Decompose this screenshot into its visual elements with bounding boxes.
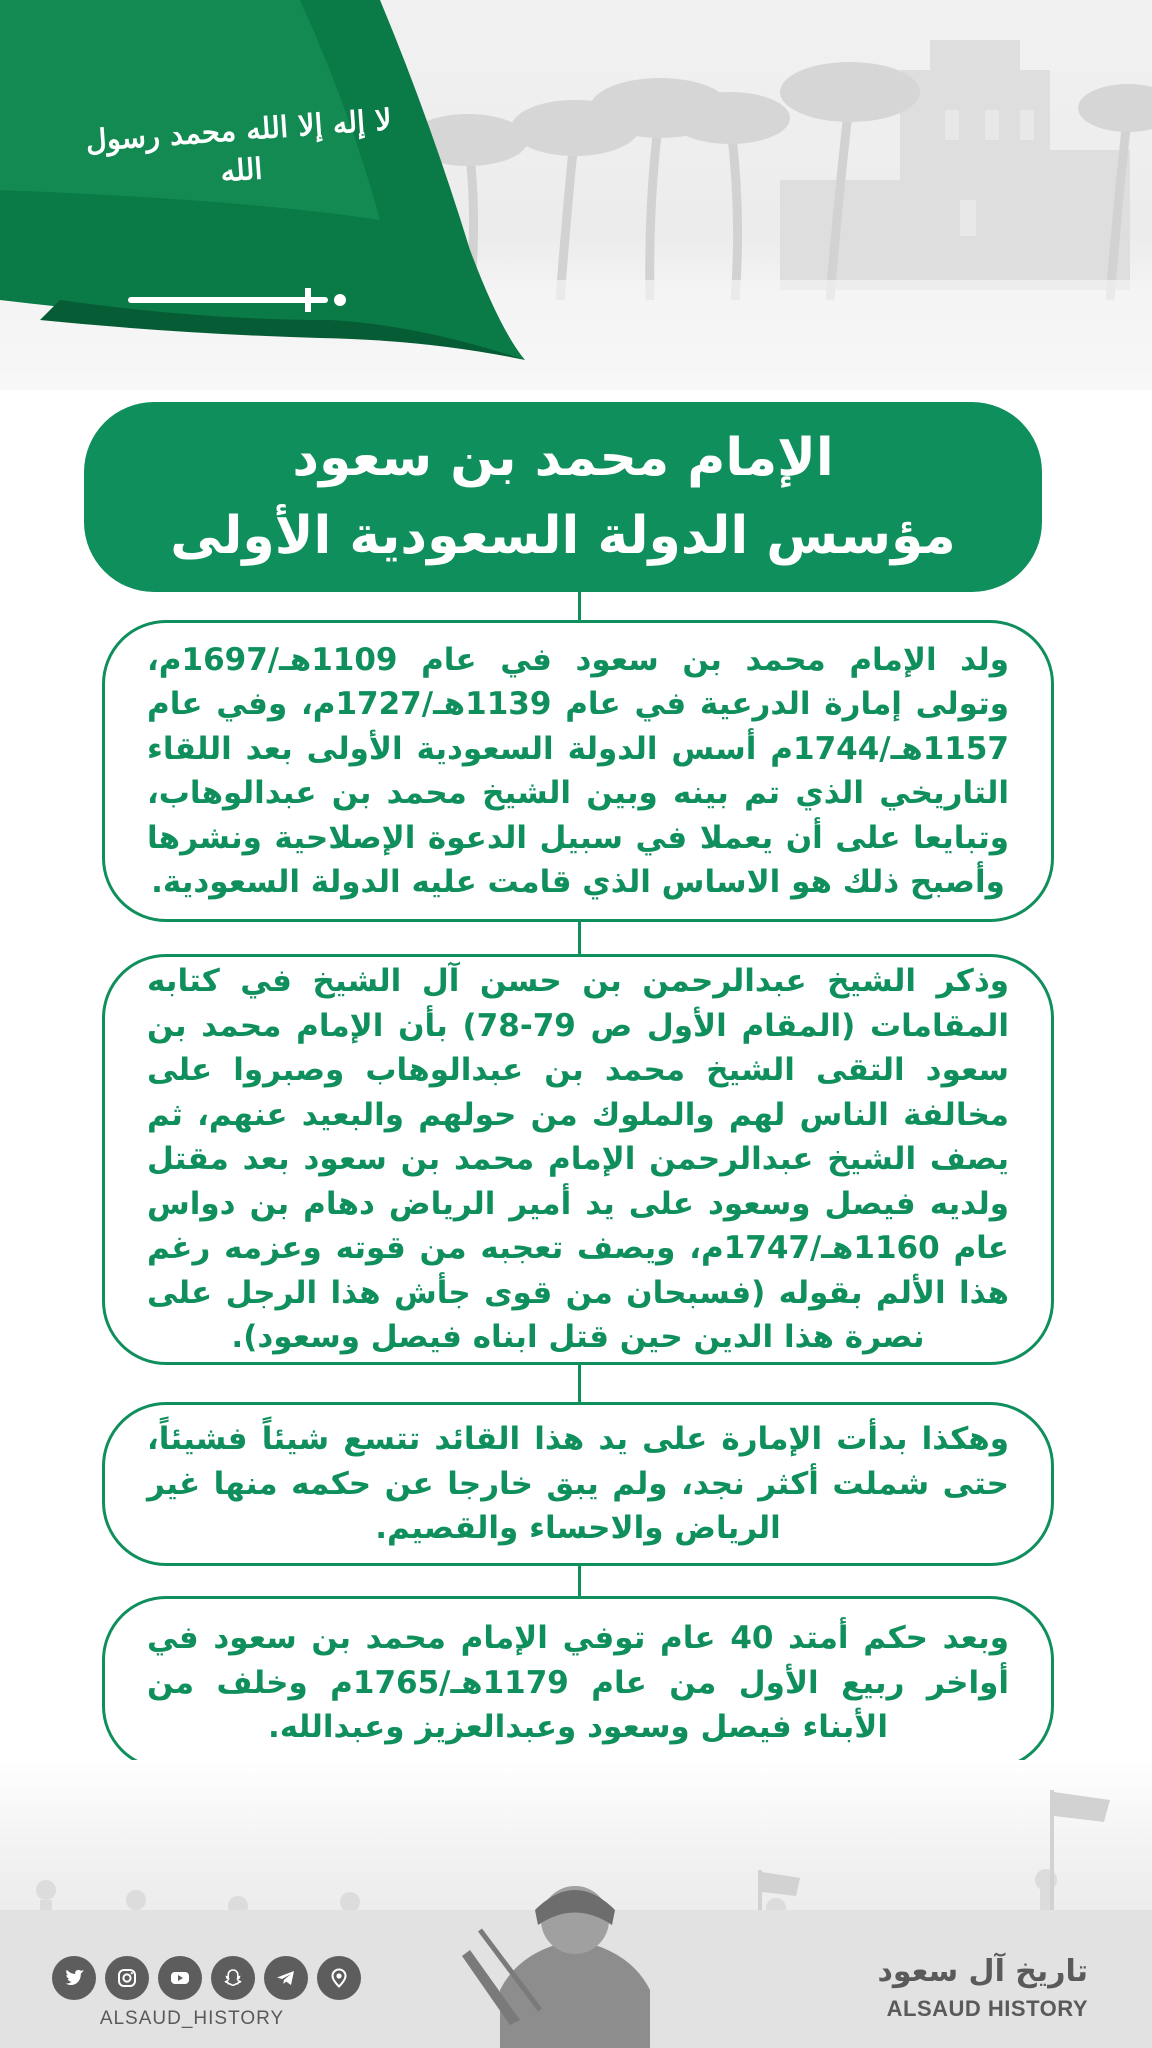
brand-name-arabic: تاريخ آل سعود [877,1954,1088,1989]
telegram-icon[interactable] [264,1956,308,2000]
twitter-icon[interactable] [52,1956,96,2000]
connector-line [578,1566,581,1596]
hero-banner [0,0,1152,390]
info-card-maqamat [102,954,1054,1365]
periscope-icon[interactable] [317,1956,361,2000]
info-card-text: وذكر الشيخ عبدالرحمن بن حسن آل الشيخ في كتابه المقامات (المقام الأول ص 79-78) بأن الإمام محمد بن سعود التقى الشيخ محمد بن عبدالوهاب وصبروا على مخالفة الناس لهم والملوك من حولهم والبعيد عنهم، ثم يصف الشيخ عبدالرحمن الإمام محمد بن سعود بعد مقتل ولديه فيصل وسعود على يد أمير الرياض دهام بن دواس عام 1160هـ/1747م، ويصف تعجبه من قوته وعزمه رغم هذا الألم بقوله (فسبحان من قوى جأش هذا الرجل على نصرة هذا الدين حين قتل ابناه فيصل وسعود). [147,963,1010,1356]
title-banner [84,402,1042,592]
info-card-death [102,1596,1054,1770]
title-line-1: الإمام محمد بن سعود [292,428,834,488]
instagram-icon[interactable] [105,1956,149,2000]
flag-shahada: لا إله إلا الله محمد رسول الله [84,102,393,189]
snapchat-icon[interactable] [211,1956,255,2000]
social-links [52,1956,361,2000]
social-handle[interactable]: ALSAUD_HISTORY [99,2008,285,2029]
title-line-2: مؤسس الدولة السعودية الأولى [170,506,956,566]
info-card-text: وبعد حكم أمتد 40 عام توفي الإمام محمد بن سعود في أواخر ربيع الأول من عام 1179هـ/1765م وخلف من الأبناء فيصل وسعود وعبدالعزيز وعبدالله. [147,1620,1009,1746]
brand-name-english: ALSAUD HISTORY [886,1996,1088,2021]
info-card-expansion [102,1402,1054,1566]
info-card-text: وهكذا بدأت الإمارة على يد هذا القائد تتسع شيئاً فشيئاً، حتى شملت أكثر نجد، ولم يبق خارجا عن حكمه منها غير الرياض والاحساء والقصيم. [147,1421,1009,1547]
palms-and-fort-background [0,0,1152,390]
youtube-icon[interactable] [158,1956,202,2000]
info-card-text: ولد الإمام محمد بن سعود في عام 1109هـ/1697م، وتولى إمارة الدرعية في عام 1139هـ/1727م، وفي عام 1157هـ/1744م أسس الدولة السعودية الأولى بعد اللقاء التاريخي الذي تم بينه وبين الشيخ محمد بن عبدالوهاب، وتبايعا على أن يعملا في سبيل الدعوة الإصلاحية ونشرها وأصبح ذلك هو الاساس الذي قامت عليه الدولة السعودية. [147,641,1009,900]
connector-line [578,592,581,620]
connector-line [578,922,581,954]
info-card-birth [102,620,1054,922]
connector-line [578,1365,581,1402]
